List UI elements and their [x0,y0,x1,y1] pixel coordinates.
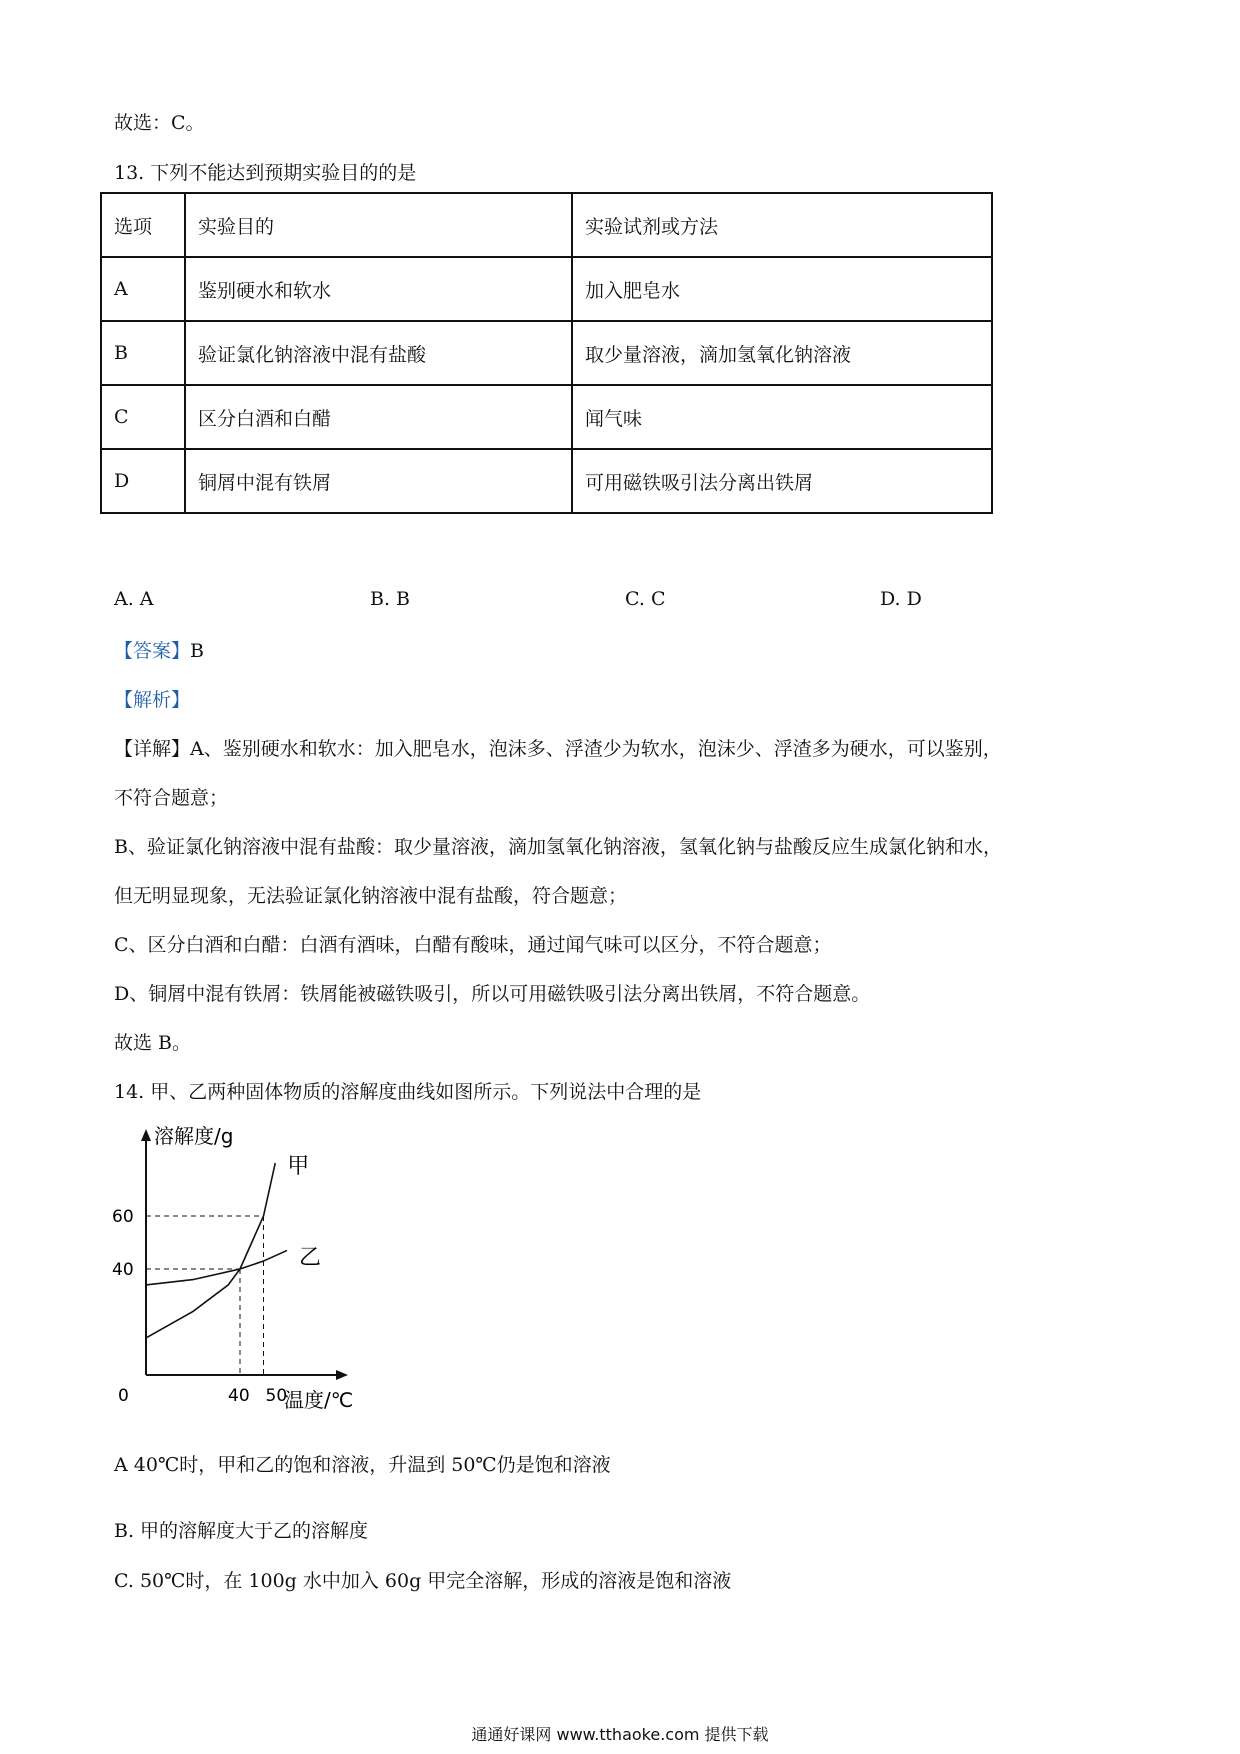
series-line-yi [146,1250,287,1284]
table-cell: D [101,449,185,513]
previous-answer: 故选：C。 [114,112,205,134]
table-header-row [101,193,992,257]
x-axis-label: 温度/℃ [284,1388,354,1412]
question-13-stem: 13. 下列不能达到预期实验目的的是 [114,162,417,184]
question-14-option-c: C. 50℃时，在 100g 水中加入 60g 甲完全溶解，形成的溶液是饱和溶液 [114,1570,732,1592]
table-cell: 验证氯化钠溶液中混有盐酸 [185,321,572,385]
table-cell: A [101,257,185,321]
series-label: 乙 [299,1245,322,1271]
table-cell: 加入肥皂水 [572,257,992,321]
answer-label: 【答案】 [114,640,191,662]
answer-value: B [190,640,204,662]
y-tick-label: 60 [112,1207,134,1227]
option-a: A. A [114,588,154,610]
option-b: B. B [370,588,411,610]
table-cell: 闻气味 [572,385,992,449]
answer-line [114,636,204,663]
x-tick-label: 50 [265,1386,288,1406]
table-row [101,257,992,321]
table-header-cell: 实验试剂或方法 [572,193,992,257]
question-14-option-b: B. 甲的溶解度大于乙的溶解度 [114,1520,369,1542]
table-cell: 铜屑中混有铁屑 [185,449,572,513]
analysis-label: 【解析】 [114,689,191,711]
x-axis-arrow [336,1370,348,1380]
table-header-cell: 选项 [101,193,185,257]
question-13-table [100,192,993,514]
table-cell: 可用磁铁吸引法分离出铁屑 [572,449,992,513]
question-14-option-a: A 40℃时，甲和乙的饱和溶液，升温到 50℃仍是饱和溶液 [114,1454,611,1476]
option-c: C. C [625,588,666,610]
table-cell: C [101,385,185,449]
table-cell: 取少量溶液，滴加氢氧化钠溶液 [572,321,992,385]
question-14-stem: 14. 甲、乙两种固体物质的溶解度曲线如图所示。下列说法中合理的是 [114,1081,702,1103]
option-d: D. D [880,588,922,610]
detail-line: 【详解】A、鉴别硬水和软水：加入肥皂水，泡沫多、浮渣少为软水，泡沫少、浮渣多为硬水，可以鉴别， [114,738,1002,760]
x-tick-label: 40 [228,1386,250,1406]
table-cell: B [101,321,185,385]
solubility-chart [110,1125,430,1425]
table-row [101,449,992,513]
table-row [101,321,992,385]
origin-label: 0 [118,1386,129,1406]
detail-line: 不符合题意； [114,787,229,809]
detail-line: D、铜屑中混有铁屑：铁屑能被磁铁吸引，所以可用磁铁吸引法分离出铁屑，不符合题意。 [114,983,871,1005]
table-header-cell: 实验目的 [185,193,572,257]
detail-line: 但无明显现象，无法验证氯化钠溶液中混有盐酸，符合题意； [114,885,628,907]
series-line-jia [146,1163,275,1338]
y-axis-label: 溶解度/g [154,1125,234,1148]
y-tick-label: 40 [112,1260,134,1280]
y-axis-arrow [141,1129,151,1141]
detail-line: 故选 B。 [114,1032,192,1054]
detail-line: C、区分白酒和白醋：白酒有酒味，白醋有酸味，通过闻气味可以区分，不符合题意； [114,934,832,956]
detail-line: B、验证氯化钠溶液中混有盐酸：取少量溶液，滴加氢氧化钠溶液，氢氧化钠与盐酸反应生成氯化钠和水， [114,836,1002,858]
table-cell: 区分白酒和白醋 [185,385,572,449]
footer: 通通好课网 www.tthaoke.com 提供下载 [471,1725,769,1744]
table-row [101,385,992,449]
series-label: 甲 [287,1154,310,1179]
table-cell: 鉴别硬水和软水 [185,257,572,321]
